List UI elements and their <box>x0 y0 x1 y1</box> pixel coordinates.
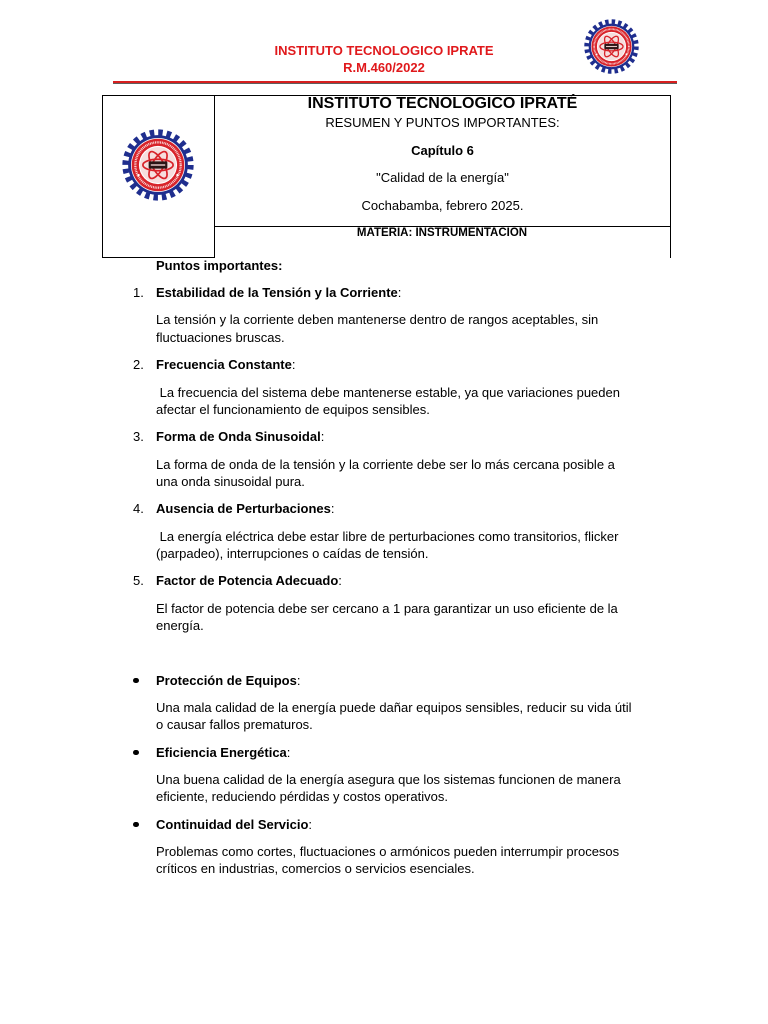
list-number: 1. <box>133 284 144 300</box>
key-point-title-line <box>0 356 768 373</box>
header-institution-name: INSTITUTO TECNOLOGICO IPRATE <box>274 42 494 58</box>
document-subtitle: RESUMEN Y PUNTOS IMPORTANTES: <box>325 115 560 130</box>
key-point-item <box>0 572 768 634</box>
importance-title-line <box>0 816 768 833</box>
importance-item <box>0 816 768 878</box>
title-table-logo-cell <box>102 95 215 258</box>
key-point-item <box>0 428 768 490</box>
key-point-title: Forma de Onda Sinusoidal <box>156 429 321 445</box>
list-number: 5. <box>133 573 144 589</box>
institute-logo-icon <box>122 129 194 201</box>
importance-title: Eficiencia Energética <box>156 744 287 760</box>
key-point-title-line <box>0 572 768 589</box>
importance-title-line <box>0 672 768 689</box>
key-point-title-line <box>0 500 768 517</box>
list-number: 4. <box>133 501 144 517</box>
header-resolution-number: R.M.460/2022 <box>343 59 425 75</box>
key-point-item <box>0 500 768 562</box>
key-point-description: La energía eléctrica debe estar libre de perturbaciones como transitorios, flicker (parpadeo), interrupciones o caídas de tensión. <box>156 528 619 561</box>
key-point-description: La tensión y la corriente deben mantenerse dentro de rangos aceptables, sin fluctuaciones bruscas. <box>156 312 599 345</box>
importance-title-line <box>0 744 768 761</box>
empty-paragraph <box>0 644 768 661</box>
title-separator: : <box>308 816 313 832</box>
importance-item <box>0 672 768 734</box>
title-separator: : <box>320 429 325 445</box>
title-separator: : <box>330 501 335 517</box>
key-point-title-line <box>0 284 768 301</box>
document-institution-title: INSTITUTO TECNOLOGICO IPRATÉ <box>307 95 578 112</box>
key-point-title: Estabilidad de la Tensión y la Corriente <box>156 284 398 300</box>
bullet-icon <box>133 678 139 684</box>
chapter-topic: "Calidad de la energía" <box>376 170 509 185</box>
bullet-icon <box>133 750 139 756</box>
importance-title: Protección de Equipos <box>156 672 297 688</box>
title-separator: : <box>291 357 296 373</box>
title-separator: : <box>338 573 342 589</box>
key-point-description: El factor de potencia debe ser cercano a 1 para garantizar un uso eficiente de la energía. <box>156 600 618 633</box>
bullet-icon <box>133 822 139 828</box>
key-point-item <box>0 356 768 418</box>
subject-label: MATERIA: INSTRUMENTACION <box>356 227 528 239</box>
title-separator: : <box>286 744 291 760</box>
key-point-description: La forma de onda de la tensión y la corriente debe ser lo más cercana posible a una onda sinusoidal pura. <box>156 456 615 489</box>
key-point-description: La frecuencia del sistema debe mantenerse estable, ya que variaciones pueden afectar el funcionamiento de equipos sensibles. <box>156 384 620 417</box>
importance-description: Problemas como cortes, fluctuaciones o armónicos pueden interrumpir procesos críticos en industrias, comercios o servicios esenciales. <box>156 844 620 877</box>
institute-logo-icon <box>584 19 639 74</box>
key-point-title: Factor de Potencia Adecuado <box>156 573 339 589</box>
list-number: 2. <box>133 357 144 373</box>
key-point-item <box>0 284 768 346</box>
list-number: 3. <box>133 429 144 445</box>
importance-description: Una mala calidad de la energía puede dañar equipos sensibles, reducir su vida útil o causar fallos prematuros. <box>156 700 632 733</box>
title-table-subject-cell <box>214 226 671 258</box>
key-points-heading: Puntos importantes: <box>156 257 283 273</box>
title-separator: : <box>397 284 402 300</box>
importance-title: Continuidad del Servicio <box>156 816 309 832</box>
title-separator: : <box>296 672 301 688</box>
header-divider <box>113 81 677 84</box>
importance-item <box>0 744 768 806</box>
title-table-info-cell <box>214 95 671 227</box>
key-point-title: Frecuencia Constante <box>156 357 292 373</box>
importance-description: Una buena calidad de la energía asegura que los sistemas funcionen de manera eficiente, reduciendo pérdidas y costos operativos. <box>156 772 621 805</box>
chapter-label: Capítulo 6 <box>411 143 474 158</box>
place-and-date: Cochabamba, febrero 2025. <box>361 198 524 213</box>
key-point-title: Ausencia de Perturbaciones <box>156 501 331 517</box>
document-body <box>0 257 768 888</box>
key-point-title-line <box>0 428 768 445</box>
